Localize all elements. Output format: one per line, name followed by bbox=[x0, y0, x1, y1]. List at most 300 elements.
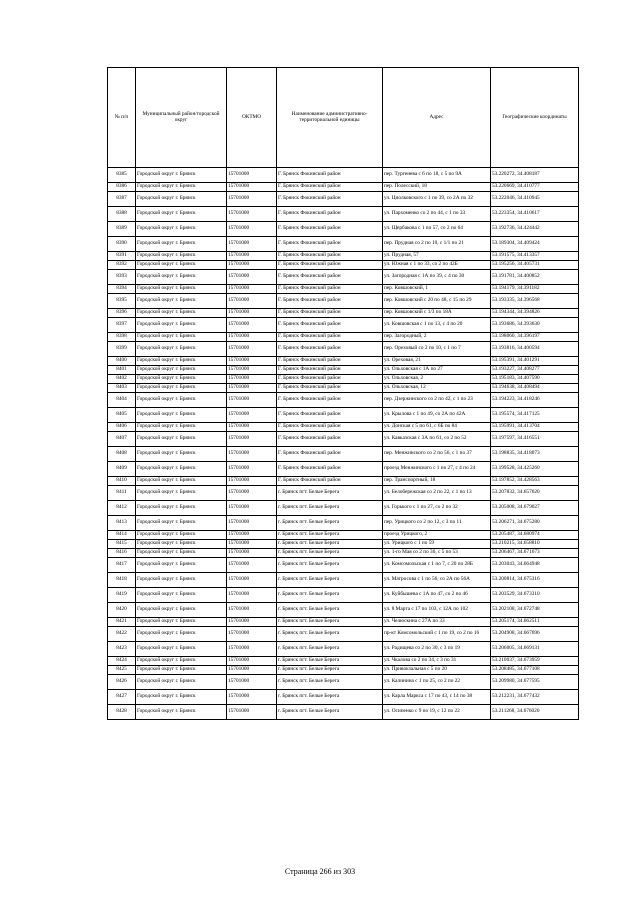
cell-oktmo: 15701000 bbox=[227, 462, 277, 477]
cell-coordinates: 53.195391, 34.401291 bbox=[491, 357, 579, 366]
cell-territorial-unit: г. Брянск пгт. Белые Берега bbox=[277, 705, 383, 720]
cell-number: 8407 bbox=[108, 432, 136, 447]
cell-address: ул. Ореховая, 21 bbox=[383, 357, 491, 366]
cell-coordinates: 53.193816, 34.400594 bbox=[491, 342, 579, 357]
cell-oktmo: 15701000 bbox=[227, 333, 277, 342]
cell-territorial-unit: г. Брянск пгт. Белые Берега bbox=[277, 486, 383, 501]
cell-number: 8390 bbox=[108, 237, 136, 252]
cell-oktmo: 15701000 bbox=[227, 627, 277, 642]
cell-address: ул. Щербакова с 1 по 57, со 2 по 64 bbox=[383, 222, 491, 237]
cell-number: 8420 bbox=[108, 603, 136, 618]
table-row bbox=[108, 261, 579, 270]
cell-coordinates: 53.210037, 34.673959 bbox=[491, 657, 579, 666]
cell-address: ул. 1-го Мая со 2 по 30, с 5 по 53 bbox=[383, 549, 491, 558]
cell-coordinates: 53.193227, 34.408277 bbox=[491, 366, 579, 375]
table-row bbox=[108, 558, 579, 573]
cell-district: Городской округ г. Брянск bbox=[136, 558, 227, 573]
table-row bbox=[108, 603, 579, 618]
cell-territorial-unit: г. Брянск пгт. Белые Берега bbox=[277, 642, 383, 657]
cell-number: 8413 bbox=[108, 516, 136, 531]
cell-oktmo: 15701000 bbox=[227, 285, 277, 294]
cell-coordinates: 53.194179, 34.391182 bbox=[491, 285, 579, 294]
cell-district: Городской округ г. Брянск bbox=[136, 309, 227, 318]
cell-territorial-unit: Г. Брянск Фокинский район bbox=[277, 270, 383, 285]
cell-coordinates: 53.192736, 34.424442 bbox=[491, 222, 579, 237]
cell-district: Городской округ г. Брянск bbox=[136, 294, 227, 309]
cell-district: Городской округ г. Брянск bbox=[136, 192, 227, 207]
cell-address: ул. 8 Марта с 17 по 103, с 12А по 102 bbox=[383, 603, 491, 618]
cell-district: Городской округ г. Брянск bbox=[136, 531, 227, 540]
cell-coordinates: 53.193335, 34.396568 bbox=[491, 294, 579, 309]
cell-oktmo: 15701000 bbox=[227, 393, 277, 408]
cell-territorial-unit: Г. Брянск Фокинский район bbox=[277, 375, 383, 384]
table-row bbox=[108, 207, 579, 222]
cell-district: Городской округ г. Брянск bbox=[136, 366, 227, 375]
table-row bbox=[108, 477, 579, 486]
cell-district: Городской округ г. Брянск bbox=[136, 237, 227, 252]
cell-oktmo: 15701000 bbox=[227, 447, 277, 462]
cell-territorial-unit: Г. Брянск Фокинский район bbox=[277, 393, 383, 408]
cell-district: Городской округ г. Брянск bbox=[136, 675, 227, 690]
cell-address: пер. Загородный, 2 bbox=[383, 333, 491, 342]
cell-territorial-unit: г. Брянск пгт. Белые Берега bbox=[277, 531, 383, 540]
table-row bbox=[108, 447, 579, 462]
cell-coordinates: 53.193686, 34.393630 bbox=[491, 318, 579, 333]
table-row bbox=[108, 423, 579, 432]
cell-number: 8416 bbox=[108, 549, 136, 558]
cell-territorial-unit: Г. Брянск Фокинский район bbox=[277, 477, 383, 486]
cell-number: 8396 bbox=[108, 309, 136, 318]
cell-number: 8412 bbox=[108, 501, 136, 516]
cell-district: Городской округ г. Брянск bbox=[136, 285, 227, 294]
cell-district: Городской округ г. Брянск bbox=[136, 270, 227, 285]
cell-territorial-unit: Г. Брянск Фокинский район bbox=[277, 237, 383, 252]
cell-territorial-unit: Г. Брянск Фокинский район bbox=[277, 357, 383, 366]
cell-oktmo: 15701000 bbox=[227, 192, 277, 207]
cell-territorial-unit: г. Брянск пгт. Белые Берега bbox=[277, 540, 383, 549]
cell-address: ул. Ольховская, 2 bbox=[383, 375, 491, 384]
cell-district: Городской округ г. Брянск bbox=[136, 357, 227, 366]
cell-district: Городской округ г. Брянск bbox=[136, 384, 227, 393]
cell-oktmo: 15701000 bbox=[227, 705, 277, 720]
cell-address: ул. Челюскина с 27А по 33 bbox=[383, 618, 491, 627]
cell-territorial-unit: Г. Брянск Фокинский район bbox=[277, 285, 383, 294]
table-row bbox=[108, 642, 579, 657]
cell-territorial-unit: Г. Брянск Фокинский район bbox=[277, 294, 383, 309]
cell-address: ул. Горького с 1 по 27, со 2 по 32 bbox=[383, 501, 491, 516]
cell-coordinates: 53.211268, 34.676020 bbox=[491, 705, 579, 720]
cell-coordinates: 53.220669, 34.410777 bbox=[491, 183, 579, 192]
cell-address: ул. Калинина с 1 по 25, со 2 по 22 bbox=[383, 675, 491, 690]
cell-oktmo: 15701000 bbox=[227, 486, 277, 501]
cell-address: ул. Радищева со 2 по 30, с 3 по 19 bbox=[383, 642, 491, 657]
cell-territorial-unit: г. Брянск пгт. Белые Берега bbox=[277, 666, 383, 675]
table-row bbox=[108, 516, 579, 531]
cell-oktmo: 15701000 bbox=[227, 183, 277, 192]
table-row bbox=[108, 549, 579, 558]
cell-number: 8400 bbox=[108, 357, 136, 366]
cell-address: ул. Белобережская со 2 по 22, с 1 по 13 bbox=[383, 486, 491, 501]
cell-address: пер. Урицкого со 2 по 12, с 3 по 11 bbox=[383, 516, 491, 531]
cell-district: Городской округ г. Брянск bbox=[136, 432, 227, 447]
cell-address: ул. Ольховская, 12 bbox=[383, 384, 491, 393]
header-oktmo: ОКТМО bbox=[227, 68, 277, 168]
cell-oktmo: 15701000 bbox=[227, 309, 277, 318]
cell-address: проезд Урицкого, 2 bbox=[383, 531, 491, 540]
cell-oktmo: 15701000 bbox=[227, 384, 277, 393]
cell-territorial-unit: г. Брянск пгт. Белые Берега bbox=[277, 675, 383, 690]
cell-oktmo: 15701000 bbox=[227, 270, 277, 285]
cell-coordinates: 53.198060, 34.396197 bbox=[491, 333, 579, 342]
table-row bbox=[108, 627, 579, 642]
cell-number: 8403 bbox=[108, 384, 136, 393]
cell-territorial-unit: г. Брянск пгт. Белые Берега bbox=[277, 573, 383, 588]
cell-number: 8393 bbox=[108, 270, 136, 285]
cell-number: 8389 bbox=[108, 222, 136, 237]
cell-oktmo: 15701000 bbox=[227, 666, 277, 675]
table-row bbox=[108, 168, 579, 183]
cell-address: ул. Южная с 1 по 33, со 2 по 42Б bbox=[383, 261, 491, 270]
cell-number: 8426 bbox=[108, 675, 136, 690]
cell-coordinates: 53.191575, 34.413357 bbox=[491, 252, 579, 261]
table-row bbox=[108, 618, 579, 627]
cell-number: 8423 bbox=[108, 642, 136, 657]
cell-territorial-unit: Г. Брянск Фокинский район bbox=[277, 168, 383, 183]
table-row bbox=[108, 588, 579, 603]
table-row bbox=[108, 393, 579, 408]
cell-territorial-unit: Г. Брянск Фокинский район bbox=[277, 447, 383, 462]
cell-number: 8385 bbox=[108, 168, 136, 183]
cell-address: ул. Кавказская с 3А по 61, со 2 по 52 bbox=[383, 432, 491, 447]
cell-coordinates: 53.202108, 34.672748 bbox=[491, 603, 579, 618]
cell-district: Городской округ г. Брянск bbox=[136, 261, 227, 270]
table-header bbox=[108, 68, 579, 168]
cell-number: 8405 bbox=[108, 408, 136, 423]
page-footer: Страница 266 из 303 bbox=[284, 867, 356, 876]
header-coordinates: Географические координаты bbox=[491, 68, 579, 168]
cell-number: 8392 bbox=[108, 261, 136, 270]
cell-address: ул. Ольховская с 1А по 27 bbox=[383, 366, 491, 375]
cell-coordinates: 53.197852, 34.428563 bbox=[491, 477, 579, 486]
cell-territorial-unit: Г. Брянск Фокинский район bbox=[277, 432, 383, 447]
cell-district: Городской округ г. Брянск bbox=[136, 501, 227, 516]
cell-number: 8406 bbox=[108, 423, 136, 432]
table-row bbox=[108, 690, 579, 705]
table-row bbox=[108, 486, 579, 501]
cell-district: Городской округ г. Брянск bbox=[136, 666, 227, 675]
cell-address: пер. Дзержинского со 2 по 42, с 1 по 23 bbox=[383, 393, 491, 408]
cell-number: 8395 bbox=[108, 294, 136, 309]
cell-number: 8404 bbox=[108, 393, 136, 408]
cell-territorial-unit: Г. Брянск Фокинский район bbox=[277, 423, 383, 432]
table-row bbox=[108, 285, 579, 294]
cell-number: 8388 bbox=[108, 207, 136, 222]
table-row bbox=[108, 183, 579, 192]
cell-district: Городской округ г. Брянск bbox=[136, 207, 227, 222]
cell-coordinates: 53.199528, 34.425260 bbox=[491, 462, 579, 477]
cell-district: Городской округ г. Брянск bbox=[136, 375, 227, 384]
cell-number: 8425 bbox=[108, 666, 136, 675]
cell-oktmo: 15701000 bbox=[227, 690, 277, 705]
cell-coordinates: 53.195183, 34.407590 bbox=[491, 375, 579, 384]
cell-district: Городской округ г. Брянск bbox=[136, 393, 227, 408]
cell-oktmo: 15701000 bbox=[227, 477, 277, 486]
cell-district: Городской округ г. Брянск bbox=[136, 222, 227, 237]
cell-district: Городской округ г. Брянск bbox=[136, 627, 227, 642]
table-row bbox=[108, 270, 579, 285]
cell-number: 8421 bbox=[108, 618, 136, 627]
cell-territorial-unit: г. Брянск пгт. Белые Берега bbox=[277, 588, 383, 603]
cell-coordinates: 53.198835, 34.418073 bbox=[491, 447, 579, 462]
cell-address: ул. Загородная с 1А по 39, с 4 по 30 bbox=[383, 270, 491, 285]
cell-coordinates: 53.206005, 34.669131 bbox=[491, 642, 579, 657]
cell-oktmo: 15701000 bbox=[227, 294, 277, 309]
cell-coordinates: 53.206271, 34.675280 bbox=[491, 516, 579, 531]
cell-territorial-unit: Г. Брянск Фокинский район bbox=[277, 183, 383, 192]
cell-coordinates: 53.195256, 34.405731 bbox=[491, 261, 579, 270]
cell-coordinates: 53.212231, 34.677432 bbox=[491, 690, 579, 705]
cell-coordinates: 53.194223, 34.418246 bbox=[491, 393, 579, 408]
table-row bbox=[108, 222, 579, 237]
cell-territorial-unit: Г. Брянск Фокинский район bbox=[277, 384, 383, 393]
table-body bbox=[108, 168, 579, 720]
cell-territorial-unit: Г. Брянск Фокинский район bbox=[277, 309, 383, 318]
header-number: № п/п bbox=[108, 68, 136, 168]
cell-number: 8408 bbox=[108, 447, 136, 462]
cell-coordinates: 53.205174, 34.662511 bbox=[491, 618, 579, 627]
cell-oktmo: 15701000 bbox=[227, 540, 277, 549]
cell-address: пер. Транспортный, 18 bbox=[383, 477, 491, 486]
cell-address: ул. Прудная, 57 bbox=[383, 252, 491, 261]
cell-territorial-unit: г. Брянск пгт. Белые Берега bbox=[277, 657, 383, 666]
cell-territorial-unit: г. Брянск пгт. Белые Берега bbox=[277, 501, 383, 516]
cell-oktmo: 15701000 bbox=[227, 516, 277, 531]
cell-oktmo: 15701000 bbox=[227, 318, 277, 333]
cell-coordinates: 53.195574, 34.417125 bbox=[491, 408, 579, 423]
cell-district: Городской округ г. Брянск bbox=[136, 690, 227, 705]
cell-district: Городской округ г. Брянск bbox=[136, 603, 227, 618]
cell-oktmo: 15701000 bbox=[227, 366, 277, 375]
header-address: Адрес bbox=[383, 68, 491, 168]
cell-district: Городской округ г. Брянск bbox=[136, 618, 227, 627]
cell-coordinates: 53.207832, 34.657620 bbox=[491, 486, 579, 501]
cell-address: ул. Донская с 5 по 61, с 6Б по 84 bbox=[383, 423, 491, 432]
cell-oktmo: 15701000 bbox=[227, 237, 277, 252]
header-district: Муниципальный район/городской округ bbox=[136, 68, 227, 168]
cell-address: пер. Тургенева с 6 по 18, с 5 по 9А bbox=[383, 168, 491, 183]
cell-address: ул. Урицкого с 1 по 59 bbox=[383, 540, 491, 549]
cell-district: Городской округ г. Брянск bbox=[136, 588, 227, 603]
cell-address: ул. Чкалова со 2 по 34, с 3 по 31 bbox=[383, 657, 491, 666]
cell-number: 8419 bbox=[108, 588, 136, 603]
cell-district: Городской округ г. Брянск bbox=[136, 333, 227, 342]
cell-territorial-unit: г. Брянск пгт. Белые Берега bbox=[277, 627, 383, 642]
cell-number: 8409 bbox=[108, 462, 136, 477]
cell-address: ул. Циолковского с 1 по 39, со 2А по 32 bbox=[383, 192, 491, 207]
cell-coordinates: 53.194344, 34.394826 bbox=[491, 309, 579, 318]
cell-number: 8391 bbox=[108, 252, 136, 261]
cell-territorial-unit: Г. Брянск Фокинский район bbox=[277, 318, 383, 333]
cell-coordinates: 53.223354, 34.410617 bbox=[491, 207, 579, 222]
cell-coordinates: 53.191781, 34.400852 bbox=[491, 270, 579, 285]
cell-coordinates: 53.204908, 34.667696 bbox=[491, 627, 579, 642]
cell-district: Городской округ г. Брянск bbox=[136, 342, 227, 357]
cell-coordinates: 53.189304, 34.409424 bbox=[491, 237, 579, 252]
table-row bbox=[108, 501, 579, 516]
cell-address: пер. Полесский, 18 bbox=[383, 183, 491, 192]
cell-territorial-unit: Г. Брянск Фокинский район bbox=[277, 252, 383, 261]
cell-district: Городской округ г. Брянск bbox=[136, 168, 227, 183]
cell-coordinates: 53.209980, 34.677595 bbox=[491, 675, 579, 690]
cell-oktmo: 15701000 bbox=[227, 675, 277, 690]
table-row bbox=[108, 657, 579, 666]
cell-number: 8410 bbox=[108, 477, 136, 486]
cell-district: Городской округ г. Брянск bbox=[136, 252, 227, 261]
cell-address: ул. Пархоменко со 2 по 44, с 1 по 33 bbox=[383, 207, 491, 222]
cell-oktmo: 15701000 bbox=[227, 207, 277, 222]
cell-address: пер. Прудная со 2 по 10, с 1/1 по 21 bbox=[383, 237, 491, 252]
cell-address: пер. Ковшовский с 1/3 по 18А bbox=[383, 309, 491, 318]
cell-district: Городской округ г. Брянск bbox=[136, 462, 227, 477]
cell-coordinates: 53.206467, 34.671673 bbox=[491, 549, 579, 558]
table-row bbox=[108, 357, 579, 366]
cell-address: пер. Ореховый со 2 по 10, с 1 по 7 bbox=[383, 342, 491, 357]
table-row bbox=[108, 666, 579, 675]
table-row bbox=[108, 237, 579, 252]
cell-district: Городской округ г. Брянск bbox=[136, 705, 227, 720]
addresses-table bbox=[107, 67, 579, 720]
table-row bbox=[108, 192, 579, 207]
cell-address: ул. Привокзальная с 5 по 20 bbox=[383, 666, 491, 675]
cell-territorial-unit: г. Брянск пгт. Белые Берега bbox=[277, 549, 383, 558]
cell-oktmo: 15701000 bbox=[227, 558, 277, 573]
cell-number: 8427 bbox=[108, 690, 136, 705]
cell-address: проезд Менжинского с 1 по 27, с 4 по 24 bbox=[383, 462, 491, 477]
cell-number: 8386 bbox=[108, 183, 136, 192]
cell-address: пер. Менжинского со 2 по 56, с 1 по 37 bbox=[383, 447, 491, 462]
table-row bbox=[108, 252, 579, 261]
table-row bbox=[108, 408, 579, 423]
cell-number: 8411 bbox=[108, 486, 136, 501]
table-row bbox=[108, 675, 579, 690]
table-row bbox=[108, 366, 579, 375]
cell-coordinates: 53.205008, 34.679027 bbox=[491, 501, 579, 516]
cell-oktmo: 15701000 bbox=[227, 618, 277, 627]
cell-district: Городской округ г. Брянск bbox=[136, 447, 227, 462]
cell-oktmo: 15701000 bbox=[227, 603, 277, 618]
cell-district: Городской округ г. Брянск bbox=[136, 183, 227, 192]
cell-oktmo: 15701000 bbox=[227, 432, 277, 447]
cell-territorial-unit: Г. Брянск Фокинский район bbox=[277, 366, 383, 375]
cell-territorial-unit: Г. Брянск Фокинский район bbox=[277, 462, 383, 477]
table-row bbox=[108, 309, 579, 318]
table-row bbox=[108, 318, 579, 333]
cell-oktmo: 15701000 bbox=[227, 531, 277, 540]
cell-district: Городской округ г. Брянск bbox=[136, 540, 227, 549]
cell-district: Городской округ г. Брянск bbox=[136, 408, 227, 423]
cell-number: 8428 bbox=[108, 705, 136, 720]
cell-district: Городской округ г. Брянск bbox=[136, 486, 227, 501]
cell-coordinates: 53.195991, 34.413704 bbox=[491, 423, 579, 432]
cell-oktmo: 15701000 bbox=[227, 342, 277, 357]
cell-territorial-unit: г. Брянск пгт. Белые Берега bbox=[277, 603, 383, 618]
cell-territorial-unit: Г. Брянск Фокинский район bbox=[277, 342, 383, 357]
cell-district: Городской округ г. Брянск bbox=[136, 573, 227, 588]
table-row bbox=[108, 375, 579, 384]
cell-number: 8402 bbox=[108, 375, 136, 384]
header-territorial-unit: Наименование административно-территориальной единицы bbox=[277, 68, 383, 168]
cell-district: Городской округ г. Брянск bbox=[136, 516, 227, 531]
cell-oktmo: 15701000 bbox=[227, 573, 277, 588]
table-row bbox=[108, 531, 579, 540]
cell-address: ул. Ковшовская с 1 по 13, с 4 по 20 bbox=[383, 318, 491, 333]
table-row bbox=[108, 333, 579, 342]
cell-territorial-unit: г. Брянск пгт. Белые Берега bbox=[277, 618, 383, 627]
cell-number: 8418 bbox=[108, 573, 136, 588]
cell-coordinates: 53.208485, 34.677108 bbox=[491, 666, 579, 675]
cell-oktmo: 15701000 bbox=[227, 357, 277, 366]
cell-address: ул. Крылова с 1 по 49, со 2А по 42А bbox=[383, 408, 491, 423]
cell-coordinates: 53.205487, 34.680974 bbox=[491, 531, 579, 540]
cell-territorial-unit: Г. Брянск Фокинский район bbox=[277, 192, 383, 207]
cell-oktmo: 15701000 bbox=[227, 375, 277, 384]
cell-address: пер. Ковшовский, 1 bbox=[383, 285, 491, 294]
cell-number: 8398 bbox=[108, 333, 136, 342]
cell-address: пер. Ковшовский с 20 по 48, с 15 по 29 bbox=[383, 294, 491, 309]
cell-address: ул. Комсомольская с 1 по 7, с 20 по 28Б bbox=[383, 558, 491, 573]
cell-oktmo: 15701000 bbox=[227, 261, 277, 270]
cell-oktmo: 15701000 bbox=[227, 657, 277, 666]
cell-territorial-unit: Г. Брянск Фокинский район bbox=[277, 222, 383, 237]
cell-number: 8394 bbox=[108, 285, 136, 294]
cell-oktmo: 15701000 bbox=[227, 501, 277, 516]
cell-address: ул. Карла Маркса с 17 по 43, с 14 по 38 bbox=[383, 690, 491, 705]
cell-coordinates: 53.220272, 34.408187 bbox=[491, 168, 579, 183]
cell-district: Городской округ г. Брянск bbox=[136, 657, 227, 666]
cell-district: Городской округ г. Брянск bbox=[136, 423, 227, 432]
cell-coordinates: 53.203529, 34.673310 bbox=[491, 588, 579, 603]
cell-number: 8399 bbox=[108, 342, 136, 357]
table-row bbox=[108, 573, 579, 588]
table-row bbox=[108, 540, 579, 549]
cell-district: Городской округ г. Брянск bbox=[136, 477, 227, 486]
cell-address: пр-кт Комсомольский с 1 по 19, со 2 по 16 bbox=[383, 627, 491, 642]
cell-address: ул. Матросова с 1 по 56, со 2А по 56А bbox=[383, 573, 491, 588]
cell-number: 8414 bbox=[108, 531, 136, 540]
cell-oktmo: 15701000 bbox=[227, 252, 277, 261]
cell-oktmo: 15701000 bbox=[227, 168, 277, 183]
cell-coordinates: 53.200814, 34.675316 bbox=[491, 573, 579, 588]
cell-territorial-unit: Г. Брянск Фокинский район bbox=[277, 261, 383, 270]
cell-coordinates: 53.210215, 34.658810 bbox=[491, 540, 579, 549]
table-row bbox=[108, 342, 579, 357]
cell-coordinates: 53.203043, 34.664948 bbox=[491, 558, 579, 573]
cell-number: 8417 bbox=[108, 558, 136, 573]
cell-number: 8422 bbox=[108, 627, 136, 642]
cell-district: Городской округ г. Брянск bbox=[136, 318, 227, 333]
table-row bbox=[108, 432, 579, 447]
cell-district: Городской округ г. Брянск bbox=[136, 642, 227, 657]
table-row bbox=[108, 462, 579, 477]
cell-territorial-unit: Г. Брянск Фокинский район bbox=[277, 408, 383, 423]
cell-number: 8424 bbox=[108, 657, 136, 666]
cell-territorial-unit: Г. Брянск Фокинский район bbox=[277, 207, 383, 222]
cell-address: ул. Куйбышева с 1А по 47, со 2 по 46 bbox=[383, 588, 491, 603]
cell-territorial-unit: Г. Брянск Фокинский район bbox=[277, 333, 383, 342]
cell-oktmo: 15701000 bbox=[227, 588, 277, 603]
cell-district: Городской округ г. Брянск bbox=[136, 549, 227, 558]
cell-oktmo: 15701000 bbox=[227, 423, 277, 432]
